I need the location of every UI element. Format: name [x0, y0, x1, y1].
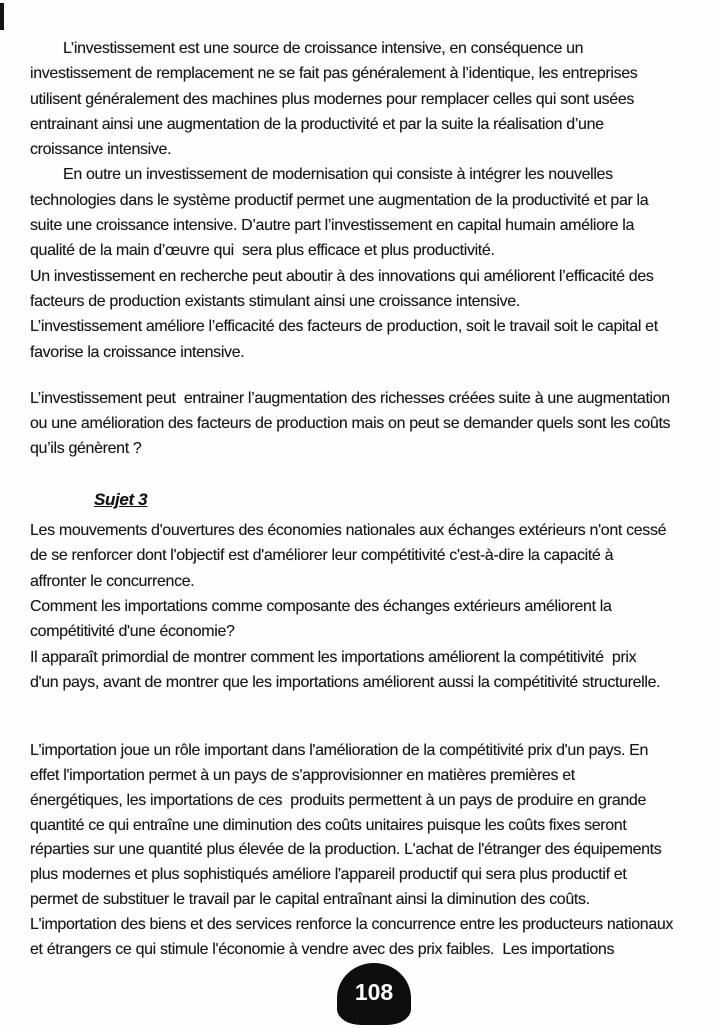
page-number-badge [337, 963, 411, 1025]
scan-artifact-mark [0, 3, 4, 30]
text-line: effet l'importation permet à un pays de s'approvisionner en matières premières et [30, 766, 575, 784]
text-line: utilisent généralement des machines plus modernes pour remplacer celles qui sont usées [30, 90, 635, 108]
text-line: Un investissement en recherche peut aboutir à des innovations qui améliorent l’efficacité des [30, 267, 654, 285]
text-line: Il apparaît primordial de montrer comment les importations améliorent la compétitivité prix [30, 648, 637, 666]
text-line: technologies dans le système productif permet une augmentation de la productivité et par la [30, 191, 649, 209]
text-line: Comment les importations comme composante des échanges extérieurs améliorent la [30, 597, 612, 615]
text-line: qualité de la main d’œuvre qui sera plus efficace et plus productivité. [30, 242, 495, 260]
text-line: L'importation des biens et des services renforce la concurrence entre les producteurs nationaux [30, 915, 674, 933]
text-line: réparties sur une quantité plus élevée de la production. L'achat de l'étranger des équipements [30, 841, 662, 859]
text-line: croissance intensive. [30, 141, 172, 159]
paragraph [30, 264, 700, 365]
page-number: 108 [354, 979, 394, 1005]
text-line: facteurs de production existants stimulant ainsi une croissance intensive. [30, 292, 520, 310]
text-line: et étrangers ce qui stimule l'économie à vendre avec des prix faibles. Les importations [30, 940, 615, 958]
paragraph [30, 386, 700, 462]
text-line: énergétiques, les importations de ces produits permettent à un pays de produire en grande [30, 791, 647, 809]
text-line: L’investissement peut entrainer l’augmentation des richesses créées suite à une augmentation [30, 389, 670, 407]
text-line: L’investissement améliore l’efficacité des facteurs de production, soit le travail soit le capital et [30, 318, 658, 336]
text-line: favorise la croissance intensive. [30, 343, 245, 361]
text-line: L’investissement est une source de croissance intensive, en conséquence un [63, 40, 584, 57]
paragraph [30, 739, 700, 962]
section-heading: Sujet 3 [94, 489, 148, 509]
text-line: d'un pays, avant de montrer que les importations améliorent aussi la compétitivité structurelle. [30, 673, 661, 691]
text-line: investissement de remplacement ne se fait pas généralement à l’identique, les entreprises [30, 65, 638, 83]
paragraph [30, 36, 700, 162]
text-line: plus modernes et plus sophistiqués améliore l'appareil productif qui sera plus productif et [30, 866, 627, 884]
text-line: entrainant ainsi une augmentation de la productivité et par la suite la réalisation d’une [30, 115, 604, 133]
text-line: qu’ils génèrent ? [30, 440, 142, 458]
text-line: suite une croissance intensive. D’autre part l’investissement en capital humain améliore la [30, 217, 635, 235]
text-line: permet de substituer le travail par le capital entraînant ainsi la diminution des coûts. [30, 890, 590, 908]
text-line: ou une amélioration des facteurs de production mais on peut se demander quels sont les coûts [30, 415, 671, 433]
text-line: affronter le concurrence. [30, 572, 195, 590]
text-line: Les mouvements d'ouvertures des économies nationales aux échanges extérieurs n'ont cessé [30, 522, 667, 540]
text-line: compétitivité d'une économie? [30, 623, 235, 641]
text-line: L'importation joue un rôle important dans l'amélioration de la compétitivité prix d'un pays. En [30, 742, 649, 760]
text-line: En outre un investissement de modernisation qui consiste à intégrer les nouvelles [63, 166, 613, 184]
paragraph [30, 162, 700, 263]
text-line: de se renforcer dont l'objectif est d'améliorer leur compétitivité c'est-à-dire la capacité à [30, 547, 614, 565]
paragraph [30, 518, 700, 695]
text-line: quantité ce qui entraîne une diminution des coûts unitaires puisque les coûts fixes seront [30, 816, 627, 834]
